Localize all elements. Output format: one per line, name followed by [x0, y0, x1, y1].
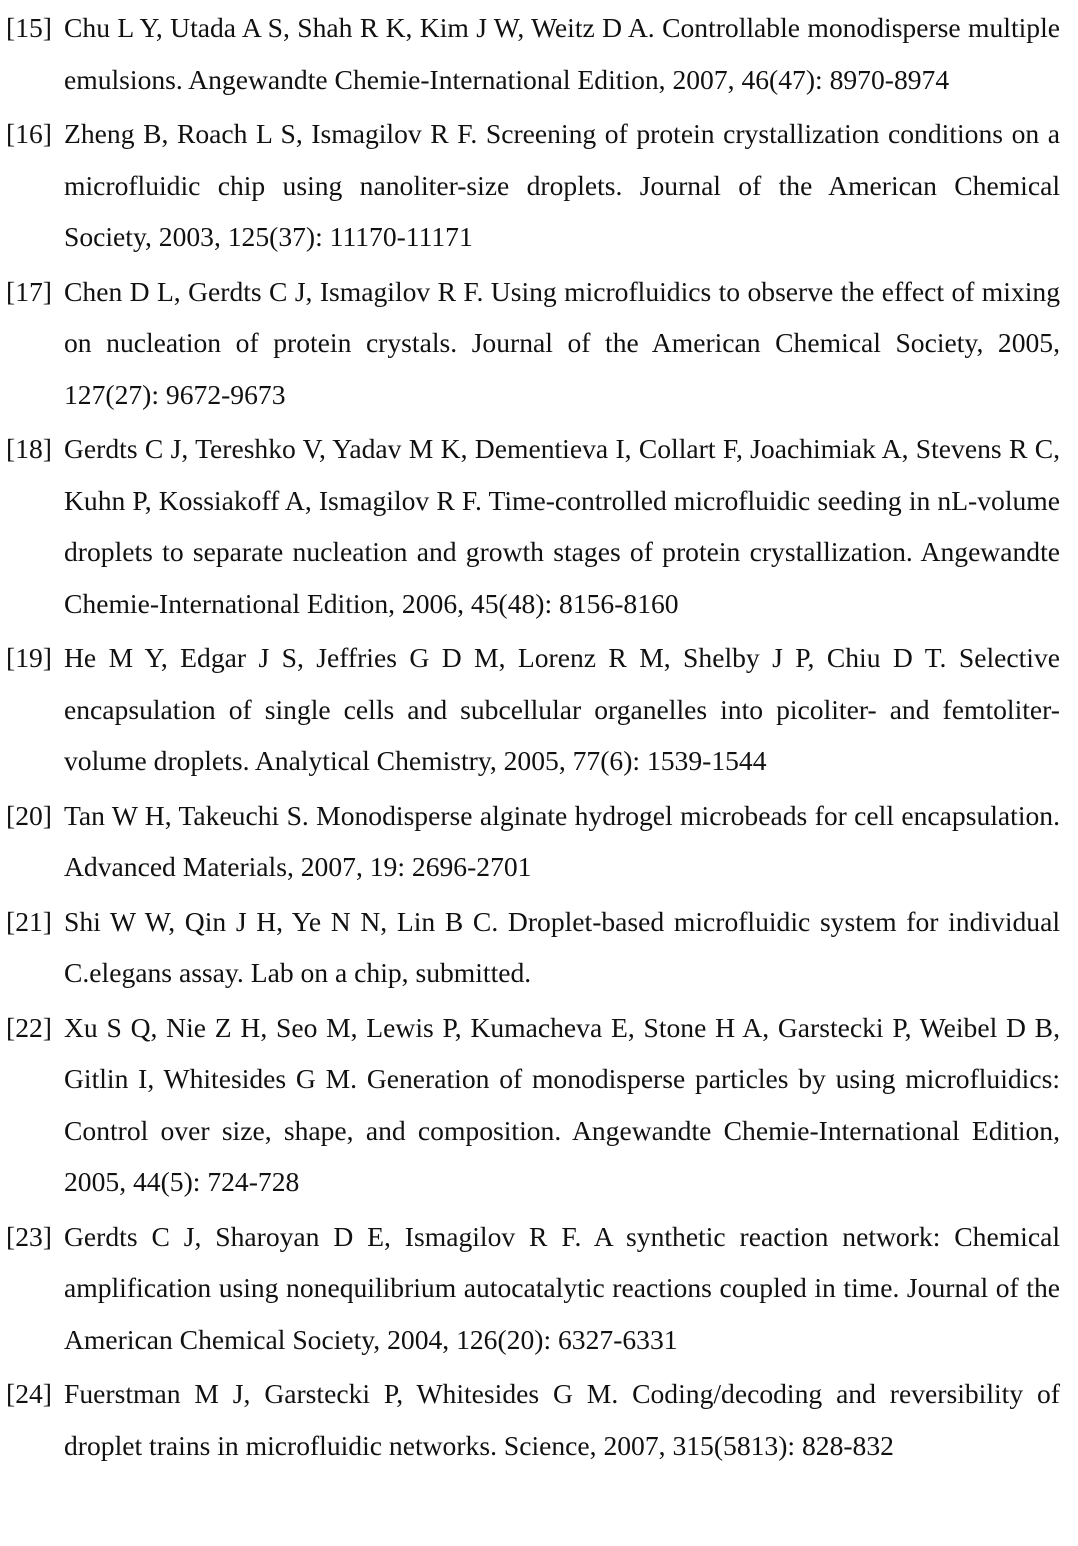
reference-text: Zheng B, Roach L S, Ismagilov R F. Screening of protein crystallization conditions on a microfluidic chip using nanoliter-size droplets. Journal of the American Chemical Society, 2003, 125(37): 11170-11171 — [64, 118, 1060, 252]
reference-entry-16 — [6, 108, 1060, 263]
reference-number: [15] — [6, 12, 52, 43]
reference-entry-21 — [6, 896, 1060, 999]
reference-number: [22] — [6, 1011, 52, 1043]
reference-text: Tan W H, Takeuchi S. Monodisperse alginate hydrogel microbeads for cell encapsulation. Advanced Materials, 2007, 19: 2696-2701 — [64, 799, 1060, 882]
reference-entry-17 — [6, 266, 1060, 421]
reference-text: Chen D L, Gerdts C J, Ismagilov R F. Using microfluidics to observe the effect of mixing on nucleation of protein crystals. Journal of the American Chemical Society, 2005, 127(27): 9672-9673 — [64, 275, 1060, 410]
reference-number: [16] — [6, 118, 52, 149]
reference-entry-22 — [6, 1002, 1060, 1208]
reference-number: [20] — [6, 799, 52, 831]
reference-text: Fuerstman M J, Garstecki P, Whitesides G M. Coding/decoding and reversibility of droplet trains in microfluidic networks. Science, 2007, 315(5813): 828-832 — [64, 1378, 1060, 1461]
reference-text: Xu S Q, Nie Z H, Seo M, Lewis P, Kumacheva E, Stone H A, Garstecki P, Weibel D B, Gitlin I, Whitesides G M. Generation of monodisperse particles by using microfluidics: Control over size, shape, and composition. Angewandte Chemie-International Edition, 2005, 44(5): 724-728 — [64, 1011, 1060, 1197]
reference-number: [21] — [6, 905, 52, 937]
reference-text: Gerdts C J, Tereshko V, Yadav M K, Dementieva I, Collart F, Joachimiak A, Stevens R C, Kuhn P, Kossiakoff A, Ismagilov R F. Time-controlled microfluidic seeding in nL-volume droplets to separate nucleation and growth stages of protein crystallization. Angewandte Chemie-International Edition, 2006, 45(48): 8156-8160 — [64, 433, 1060, 619]
reference-entry-23 — [6, 1211, 1060, 1366]
reference-entry-15 — [6, 2, 1060, 105]
reference-entry-18 — [6, 423, 1060, 629]
reference-entry-20 — [6, 790, 1060, 893]
reference-number: [19] — [6, 642, 52, 673]
reference-number: [17] — [6, 275, 52, 307]
reference-entry-24 — [6, 1368, 1060, 1471]
reference-number: [24] — [6, 1378, 52, 1409]
reference-entry-19 — [6, 632, 1060, 787]
reference-number: [18] — [6, 433, 52, 464]
reference-number: [23] — [6, 1220, 52, 1252]
reference-text: Chu L Y, Utada A S, Shah R K, Kim J W, Weitz D A. Controllable monodisperse multiple emulsions. Angewandte Chemie-International Edition, 2007, 46(47): 8970-8974 — [64, 12, 1060, 95]
reference-text: Shi W W, Qin J H, Ye N N, Lin B C. Droplet-based microfluidic system for individual C.elegans assay. Lab on a chip, submitted. — [64, 905, 1060, 988]
reference-text: He M Y, Edgar J S, Jeffries G D M, Lorenz R M, Shelby J P, Chiu D T. Selective encapsulation of single cells and subcellular organelles into picoliter- and femtoliter-volume droplets. Analytical Chemistry, 2005, 77(6): 1539-1544 — [64, 642, 1060, 776]
reference-text: Gerdts C J, Sharoyan D E, Ismagilov R F. A synthetic reaction network: Chemical amplification using nonequilibrium autocatalytic reactions coupled in time. Journal of the American Chemical Society, 2004, 126(20): 6327-6331 — [64, 1220, 1060, 1355]
